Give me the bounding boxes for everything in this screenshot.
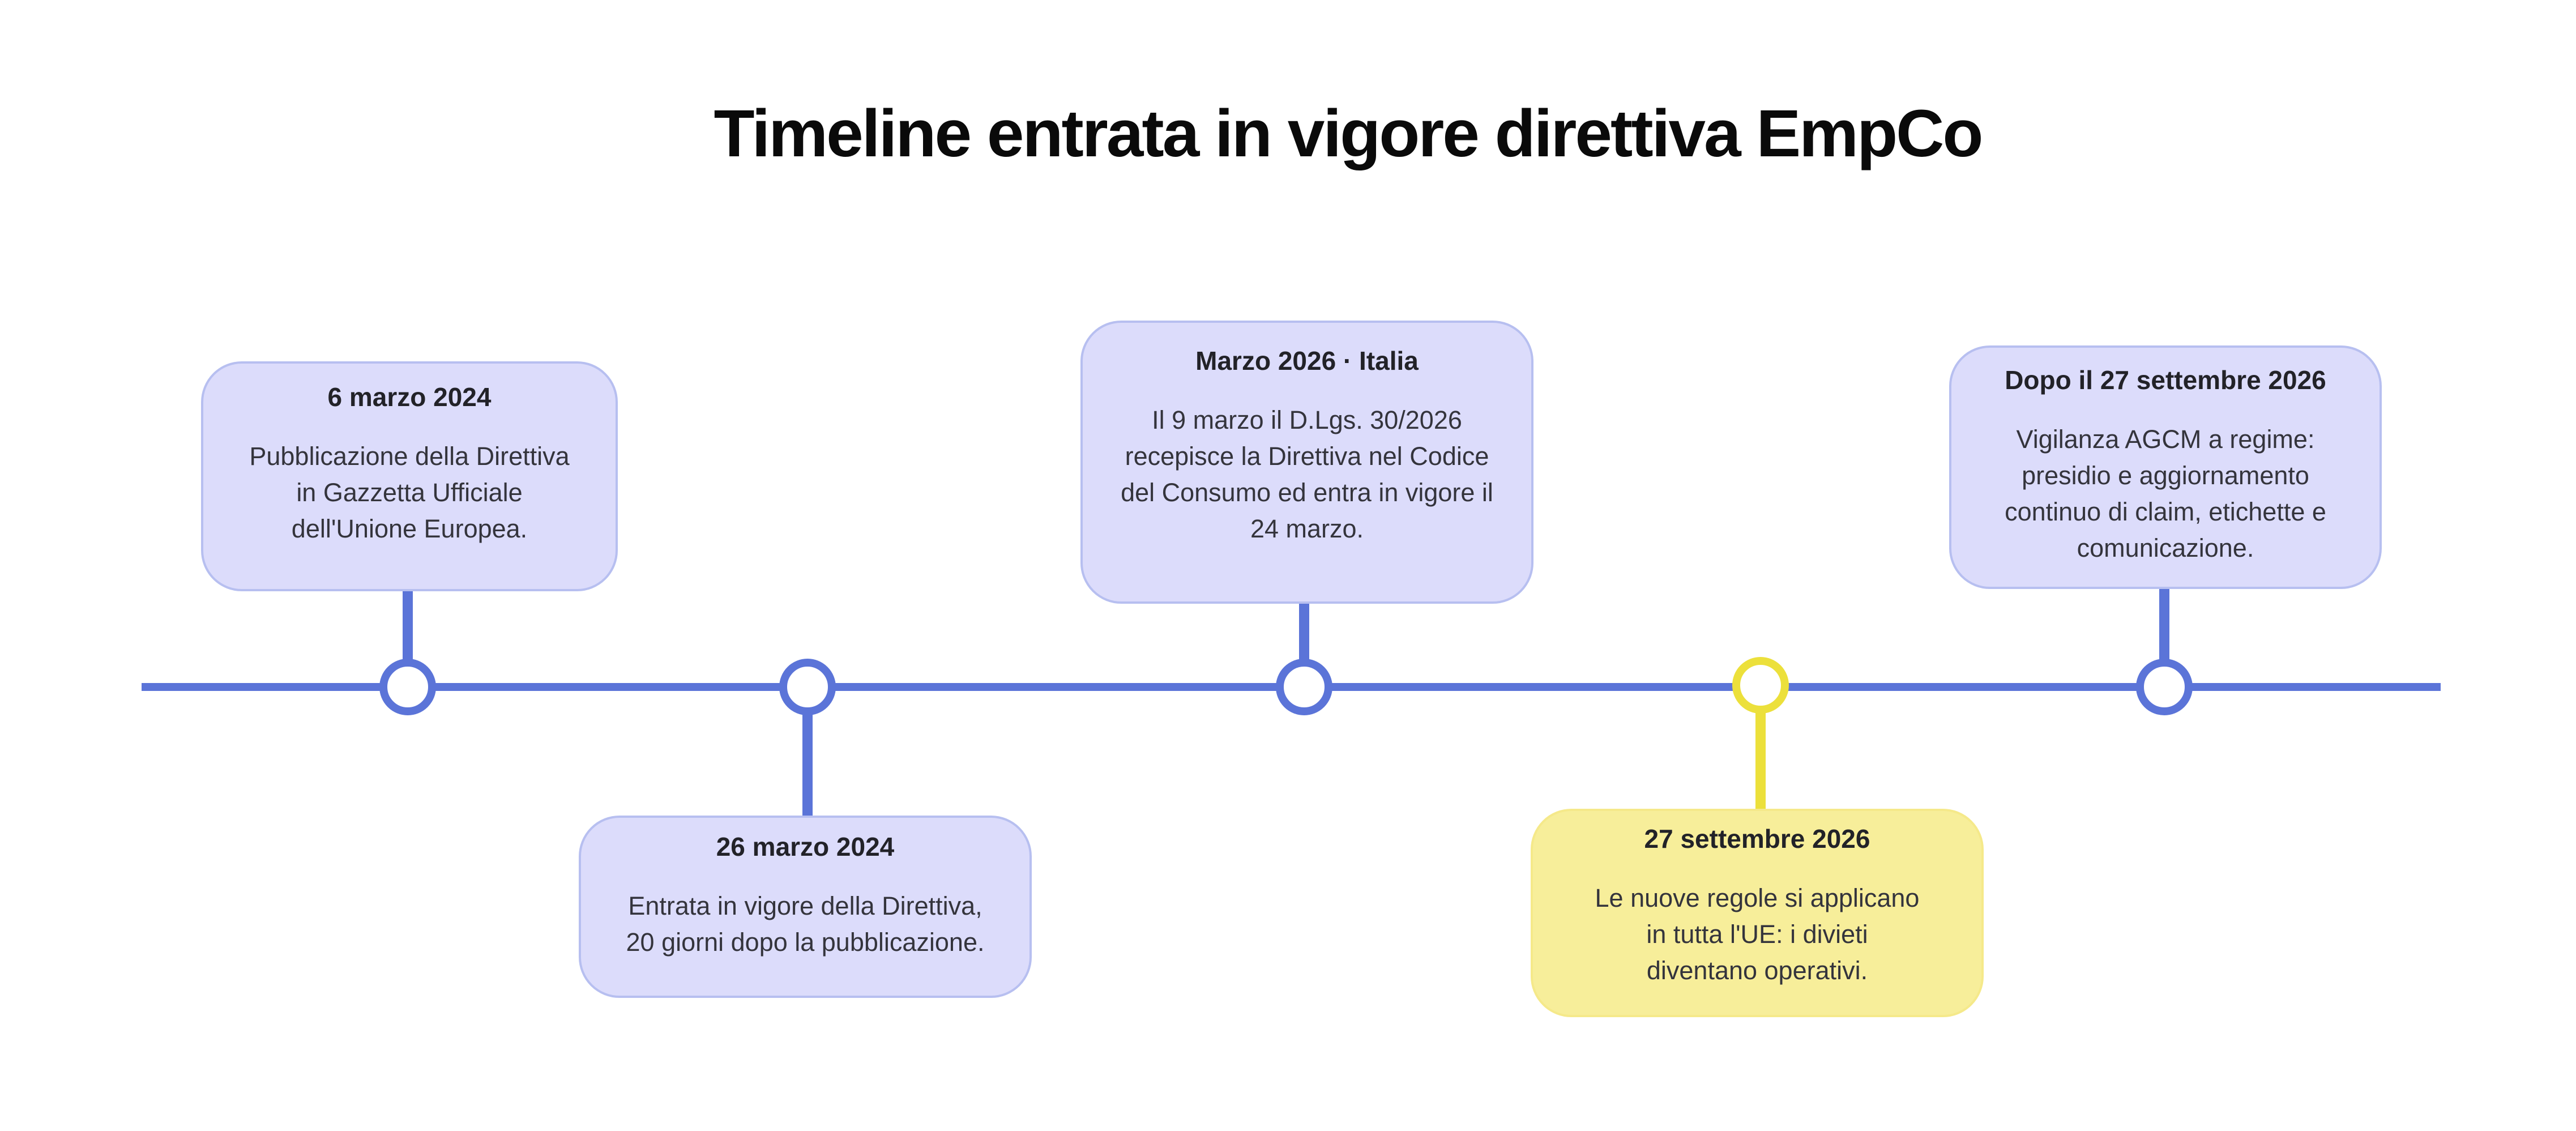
- event-1-card: [201, 361, 618, 591]
- event-5-desc-line-4: comunicazione.: [2077, 534, 2254, 562]
- event-1-node: [379, 659, 436, 715]
- event-3-desc-line-2: recepisce la Direttiva nel Codice: [1125, 442, 1489, 471]
- event-4-desc-line-3: diventano operativi.: [1646, 956, 1868, 985]
- event-2-desc-line-2: 20 giorni dopo la pubblicazione.: [626, 928, 985, 957]
- event-5-card: [1949, 345, 2382, 589]
- event-3-desc-line-1: Il 9 marzo il D.Lgs. 30/2026: [1152, 406, 1462, 434]
- event-1-desc-line-3: dell'Unione Europea.: [291, 514, 528, 543]
- event-5-node: [2136, 659, 2193, 715]
- event-4-card: [1531, 809, 1984, 1017]
- event-2-node: [779, 659, 836, 715]
- event-4-connector: [1755, 712, 1766, 812]
- event-2-date: 26 marzo 2024: [716, 832, 895, 861]
- event-1-date: 6 marzo 2024: [327, 382, 492, 412]
- event-3-desc-line-3: del Consumo ed entra in vigore il: [1121, 478, 1493, 507]
- event-5-connector: [2159, 587, 2169, 661]
- event-4-date: 27 settembre 2026: [1644, 824, 1870, 853]
- diagram-title: Timeline entrata in vigore direttiva EmpCo: [714, 96, 1982, 171]
- event-3-node: [1276, 659, 1332, 715]
- event-5-desc-line-3: continuo di claim, etichette e: [2005, 497, 2326, 526]
- event-5-desc-line-1: Vigilanza AGCM a regime:: [2016, 425, 2315, 454]
- event-4-desc-line-2: in tutta l'UE: i divieti: [1646, 920, 1868, 949]
- event-1-desc-line-2: in Gazzetta Ufficiale: [296, 478, 523, 507]
- event-2-connector: [802, 712, 813, 817]
- event-1-desc-line-1: Pubblicazione della Direttiva: [249, 442, 570, 471]
- event-3-desc-line-4: 24 marzo.: [1250, 514, 1364, 543]
- event-4-node: [1732, 657, 1789, 714]
- event-3-card: [1080, 321, 1533, 604]
- event-1-connector: [403, 589, 413, 661]
- event-5-date: Dopo il 27 settembre 2026: [2005, 365, 2326, 395]
- event-4-desc-line-1: Le nuove regole si applicano: [1595, 884, 1920, 912]
- event-3-date: Marzo 2026 · Italia: [1195, 346, 1419, 375]
- event-2-desc-line-1: Entrata in vigore della Direttiva,: [628, 891, 982, 920]
- event-3-connector: [1299, 601, 1309, 661]
- event-2-card: [579, 816, 1032, 998]
- event-5-desc-line-2: presidio e aggiornamento: [2022, 461, 2309, 490]
